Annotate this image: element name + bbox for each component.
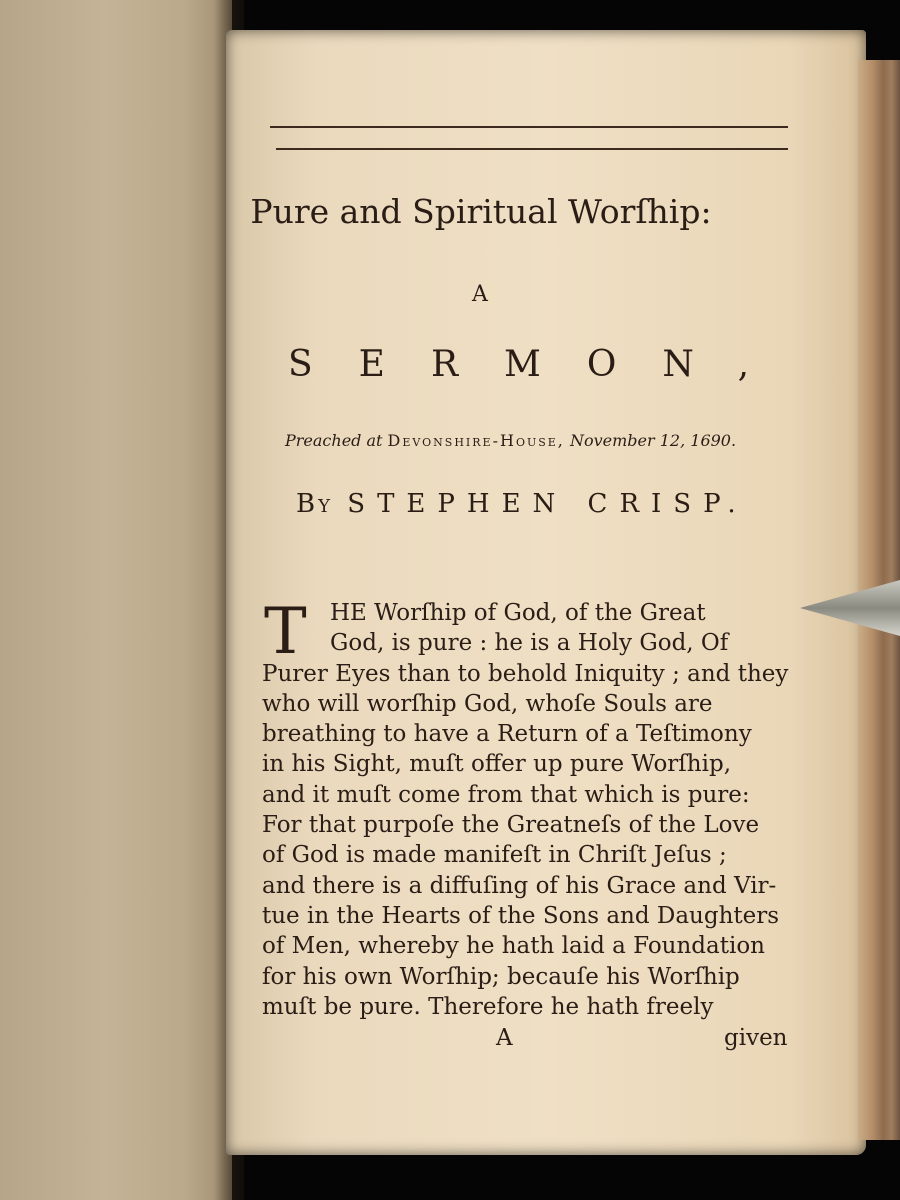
article-a: A — [472, 282, 488, 307]
body-line: tue in the Hearts of the Sons and Daughters — [262, 902, 780, 929]
sermon-heading: SERMON, — [288, 344, 796, 385]
body-line: God, is pure : he is a Holy God, Of — [330, 630, 729, 657]
byline — [296, 489, 748, 519]
header-rule-top — [270, 126, 788, 128]
preached-date: November 12, 1690. — [564, 431, 737, 450]
body-line: HE Worſhip of God, of the Great — [330, 600, 706, 626]
page-title: Pure and Spiritual Worſhip: — [250, 192, 712, 231]
body-line: who will worſhip God, whoſe Souls are — [262, 690, 713, 717]
body-line: of God is made manifeſt in Chriſt Jeſus ; — [262, 842, 727, 869]
body-line: For that purpoſe the Greatneſs of the Love — [262, 812, 760, 839]
left-page — [0, 0, 232, 1200]
author-name: STEPHEN CRISP. — [347, 489, 748, 519]
body-line: in his Sight, muſt offer up pure Worſhip, — [262, 751, 732, 778]
preached-prefix: Preached at — [285, 431, 388, 450]
body-text — [262, 595, 790, 1022]
byline-by: By — [296, 489, 333, 519]
header-rule-bottom — [276, 148, 788, 150]
body-line: for his own Worſhip; becauſe his Worſhip — [262, 963, 740, 990]
catchword: given — [724, 1025, 788, 1051]
signature-mark: A — [496, 1025, 513, 1051]
body-line: breathing to have a Return of a Teſtimony — [262, 721, 752, 748]
body-line: and there is a diffuſing of his Grace and Vir- — [262, 872, 777, 899]
body-line: of Men, whereby he hath laid a Foundation — [262, 933, 765, 960]
body-line: muſt be pure. Therefore he hath freely — [262, 993, 714, 1020]
preached-place: Devonshire-House, — [387, 431, 565, 450]
body-line: Purer Eyes than to behold Iniquity ; and they — [262, 660, 789, 687]
body-line: and it muſt come from that which is pure: — [262, 781, 750, 808]
drop-cap: T — [264, 595, 307, 669]
preached-line — [285, 431, 736, 450]
